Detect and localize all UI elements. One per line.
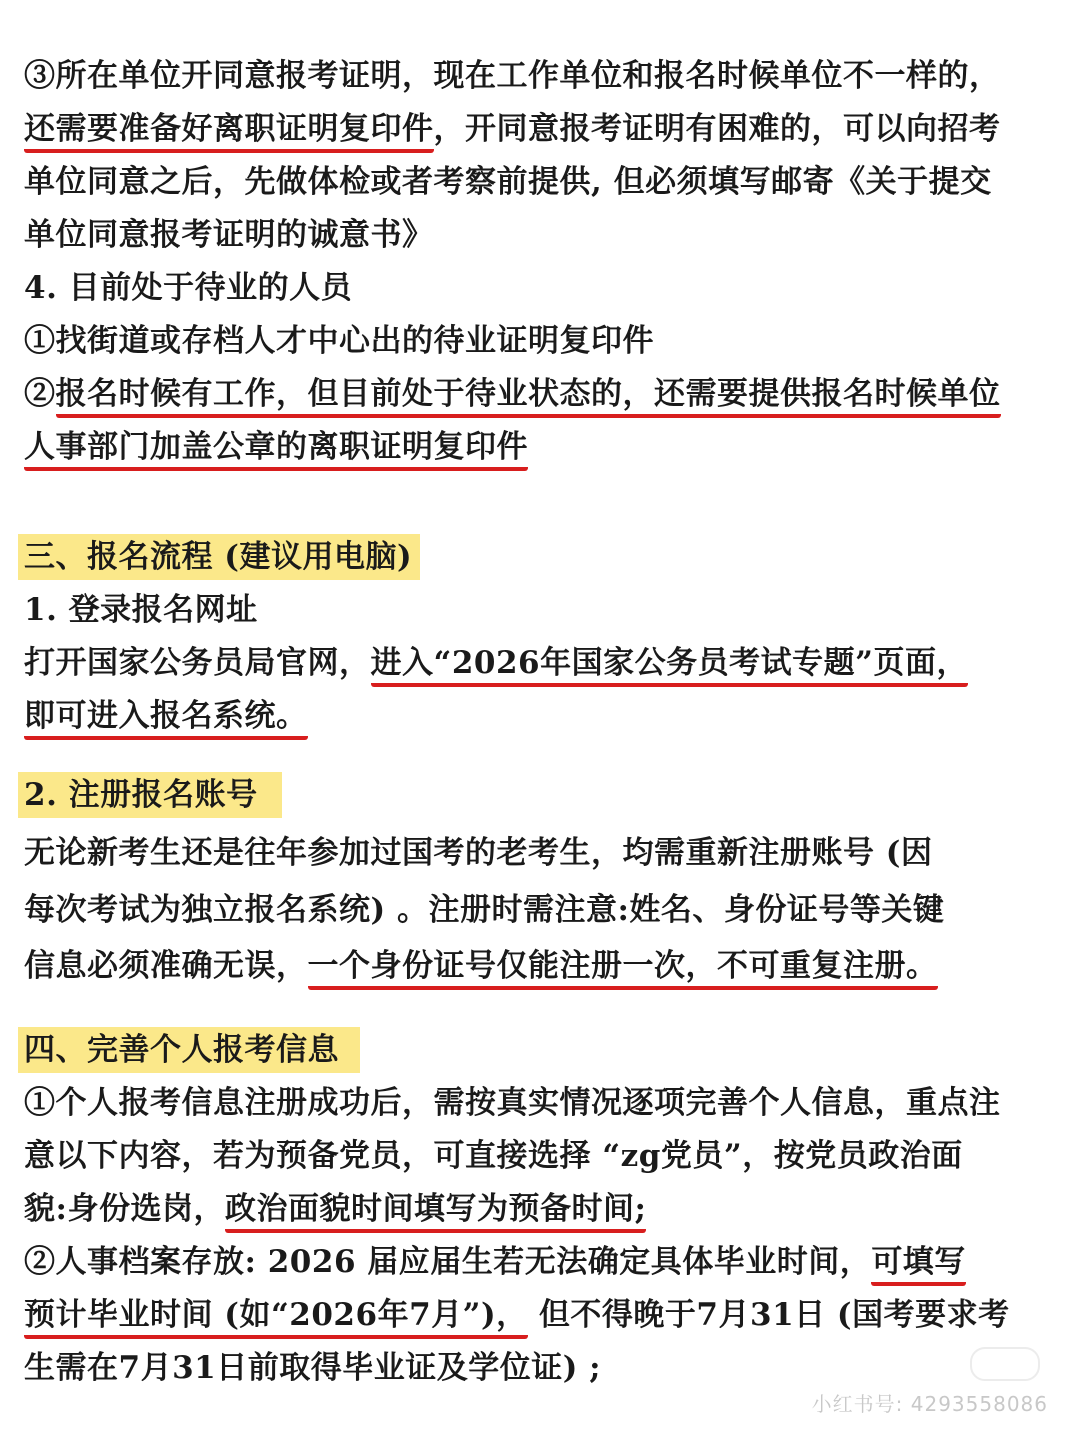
heading-unemployed: 4. 目前处于待业的人员	[24, 270, 353, 306]
watermark-logo-icon	[970, 1347, 1040, 1381]
underlined-text: 进入“2026年国家公务员考试专题”页面，	[371, 645, 968, 687]
underlined-text: 报名时候有工作，但目前处于待业状态的，还需要提供报名时候单位	[56, 376, 1001, 418]
underlined-text: 可填写	[871, 1244, 966, 1286]
step2-line3-pre: 信息必须准确无误，	[24, 948, 308, 984]
section4-item2-line2	[24, 1295, 1010, 1335]
section4-item2-line1	[24, 1242, 966, 1282]
underlined-text: 还需要准备好离职证明复印件	[24, 111, 434, 153]
item3-line1: ③所在单位开同意报考证明，现在工作单位和报名时候单位不一样的，	[24, 58, 1001, 94]
underlined-text: 即可进入报名系统。	[24, 698, 308, 740]
item4-2-line1	[24, 374, 1001, 414]
step2-line1: 无论新考生还是往年参加过国考的老考生，均需重新注册账号 (因	[24, 835, 933, 871]
item4-2-prefix: ②	[24, 376, 56, 412]
step1-title: 1. 登录报名网址	[24, 592, 258, 628]
step1-line1-pre: 打开国家公务员局官网，	[24, 645, 371, 681]
section4-item2-line3: 生需在7月31日前取得毕业证及学位证) ;	[24, 1350, 602, 1386]
section4-heading: 四、完善个人报考信息	[24, 1032, 339, 1068]
step1-line2	[24, 696, 308, 736]
item3-line4: 单位同意报考证明的诚意书》	[24, 217, 434, 253]
item4-1: ①找街道或存档人才中心出的待业证明复印件	[24, 323, 654, 359]
underlined-text: 预计毕业时间 (如“2026年7月”)，	[24, 1297, 528, 1339]
item3-line2-rest: ，开同意报考证明有困难的，可以向招考	[433, 111, 1001, 147]
step2-heading: 2. 注册报名账号	[24, 777, 258, 813]
step2-line2: 每次考试为独立报名系统) 。注册时需注意:姓名、身份证号等关键	[24, 892, 945, 928]
step1-line1	[24, 643, 968, 683]
watermark-text: 小红书号: 4293558086	[811, 1392, 1048, 1416]
section4-item1-line3	[24, 1189, 646, 1229]
underlined-text: 一个身份证号仅能注册一次，不可重复注册。	[308, 948, 938, 990]
item3-line2	[24, 109, 1001, 149]
item3-line3: 单位同意之后，先做体检或者考察前提供, 但必须填写邮寄《关于提交	[24, 164, 992, 200]
section4-item1-line3-pre: 貌:身份选岗，	[24, 1191, 225, 1227]
section3-heading: 三、报名流程 (建议用电脑)	[24, 539, 413, 575]
underlined-text: 人事部门加盖公章的离职证明复印件	[24, 429, 528, 471]
underlined-text: 政治面貌时间填写为预备时间;	[225, 1191, 646, 1233]
section4-item1-line1: ①个人报考信息注册成功后，需按真实情况逐项完善个人信息，重点注	[24, 1085, 1001, 1121]
item4-2-line2	[24, 427, 528, 467]
section4-item1-line2: 意以下内容，若为预备党员，可直接选择 “zg党员”，按党员政治面	[24, 1138, 963, 1174]
section4-item2-line1-pre: ②人事档案存放: 2026 届应届生若无法确定具体毕业时间，	[24, 1244, 872, 1280]
step2-line3	[24, 946, 938, 986]
section4-item2-line2-rest: 但不得晚于7月31日 (国考要求考	[527, 1297, 1010, 1333]
